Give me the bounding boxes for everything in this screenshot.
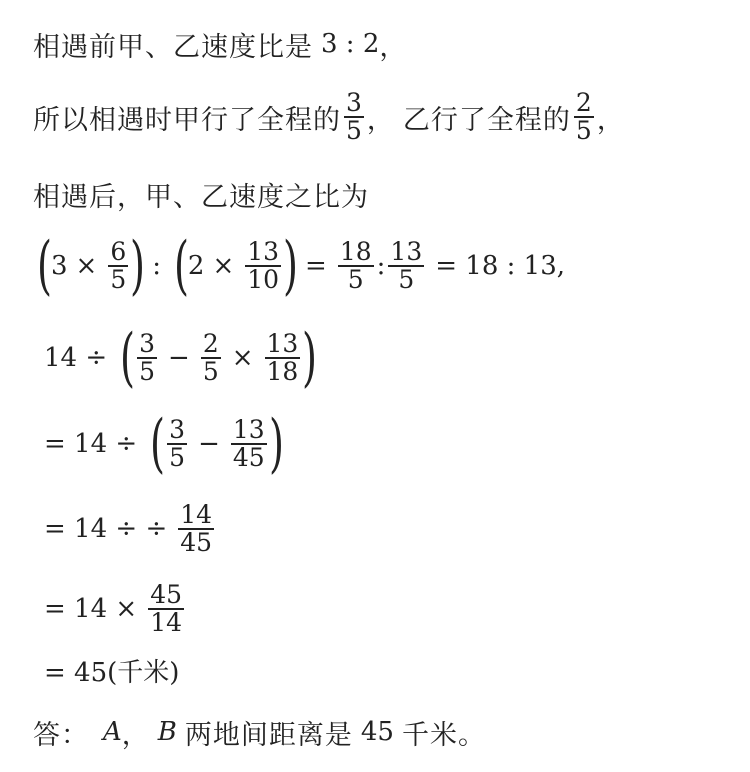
fraction-denominator: 5 bbox=[398, 265, 415, 294]
fraction-numerator: 2 bbox=[202, 328, 219, 358]
line2-sep: ， bbox=[366, 104, 395, 136]
fraction-denominator: 5 bbox=[110, 265, 127, 294]
fraction bbox=[201, 328, 221, 386]
equation-result bbox=[44, 650, 179, 690]
answer-value: 45 bbox=[360, 717, 394, 747]
fraction-denominator: 5 bbox=[346, 116, 362, 145]
fraction-denominator: 5 bbox=[575, 116, 592, 145]
fraction bbox=[265, 328, 301, 386]
fraction-numerator: 3 bbox=[346, 87, 362, 117]
fraction-denominator: 5 bbox=[169, 443, 186, 472]
right-paren: ) bbox=[283, 229, 299, 303]
left-paren: ( bbox=[120, 321, 136, 395]
fraction bbox=[178, 499, 214, 557]
equation-step-2 bbox=[44, 404, 283, 484]
fraction-numerator: 13 bbox=[247, 236, 280, 266]
fraction-denominator: 14 bbox=[150, 608, 182, 637]
fraction bbox=[231, 414, 267, 472]
eq3-lead: = 14 ÷ bbox=[44, 429, 138, 459]
line-distance-fractions bbox=[33, 80, 625, 154]
fraction bbox=[245, 236, 281, 294]
fraction-numerator: 18 bbox=[339, 236, 372, 266]
times-sign: × bbox=[231, 343, 254, 373]
minus-sign: − bbox=[168, 343, 190, 373]
eq4-lead: = 14 ÷ ÷ bbox=[44, 514, 168, 544]
left-paren: ( bbox=[36, 229, 52, 303]
answer-point-b: B bbox=[157, 717, 177, 747]
fraction-jia-share bbox=[344, 87, 364, 145]
fraction bbox=[137, 328, 157, 386]
fraction-numerator: 2 bbox=[575, 87, 592, 117]
line-speed-ratio bbox=[33, 24, 407, 64]
left-paren: ( bbox=[150, 407, 166, 481]
equation-speed-ratio bbox=[38, 226, 565, 306]
fraction-numerator: 3 bbox=[139, 328, 156, 358]
line-after-meeting bbox=[33, 174, 369, 214]
right-paren: ) bbox=[268, 407, 284, 481]
fraction-numerator: 13 bbox=[266, 328, 299, 358]
fraction bbox=[338, 236, 374, 294]
right-paren: ) bbox=[302, 321, 318, 395]
colon-sign: : bbox=[152, 251, 161, 281]
minus-sign: − bbox=[198, 429, 220, 459]
left-paren: ( bbox=[173, 229, 189, 303]
fraction bbox=[388, 236, 424, 294]
answer-point-a: A bbox=[103, 717, 122, 747]
fraction-denominator: 10 bbox=[247, 265, 280, 294]
fraction-numerator: 45 bbox=[150, 579, 182, 609]
fraction-denominator: 18 bbox=[266, 357, 299, 386]
equation-step-3 bbox=[44, 494, 217, 564]
fraction bbox=[148, 579, 184, 637]
colon-sign: : bbox=[376, 251, 386, 281]
fraction-denominator: 45 bbox=[232, 443, 265, 472]
fraction bbox=[167, 414, 187, 472]
times-sign: × bbox=[212, 251, 235, 281]
answer-line bbox=[33, 712, 486, 752]
fraction-numerator: 13 bbox=[232, 414, 265, 444]
answer-text: 两地间距离是 bbox=[184, 719, 353, 751]
line2-end: ， bbox=[596, 104, 625, 136]
times-sign: × bbox=[75, 251, 98, 281]
answer-comma: ， bbox=[121, 719, 150, 751]
fraction-numerator: 6 bbox=[110, 236, 127, 266]
eq2-lead: 14 ÷ bbox=[44, 343, 108, 373]
fraction-denominator: 5 bbox=[139, 357, 156, 386]
fraction-numerator: 14 bbox=[180, 499, 213, 529]
fraction-denominator: 45 bbox=[180, 528, 213, 557]
fraction-denominator: 5 bbox=[202, 357, 219, 386]
answer-unit: 千米。 bbox=[401, 719, 486, 751]
equation-step-4 bbox=[44, 574, 187, 644]
fraction-yi-share bbox=[574, 87, 594, 145]
fraction-numerator: 13 bbox=[390, 236, 423, 266]
answer-prefix: 答： bbox=[33, 719, 89, 751]
equals-sign: = bbox=[305, 251, 327, 281]
right-paren: ) bbox=[130, 229, 146, 303]
eq5-lead: = 14 × bbox=[44, 594, 138, 624]
line1-ratio: 3 : 2 bbox=[321, 29, 380, 59]
eq1-a: 3 bbox=[50, 251, 68, 281]
eq1-b: 2 bbox=[187, 251, 205, 281]
eq1-result: = 18 : 13, bbox=[435, 251, 566, 281]
line2-text-b: 乙行了全程的 bbox=[402, 104, 571, 136]
equation-step-1 bbox=[44, 318, 316, 398]
line3-text: 相遇后，甲、乙速度之比为 bbox=[33, 181, 369, 213]
line2-text-a: 所以相遇时甲行了全程的 bbox=[33, 104, 341, 136]
fraction-denominator: 5 bbox=[347, 265, 364, 294]
line1-text: 相遇前甲、乙速度比是 bbox=[33, 31, 313, 63]
line1-comma: ， bbox=[379, 31, 408, 63]
fraction-numerator: 3 bbox=[169, 414, 186, 444]
fraction bbox=[108, 236, 128, 294]
eq6-text: = 45(千米) bbox=[44, 657, 180, 688]
